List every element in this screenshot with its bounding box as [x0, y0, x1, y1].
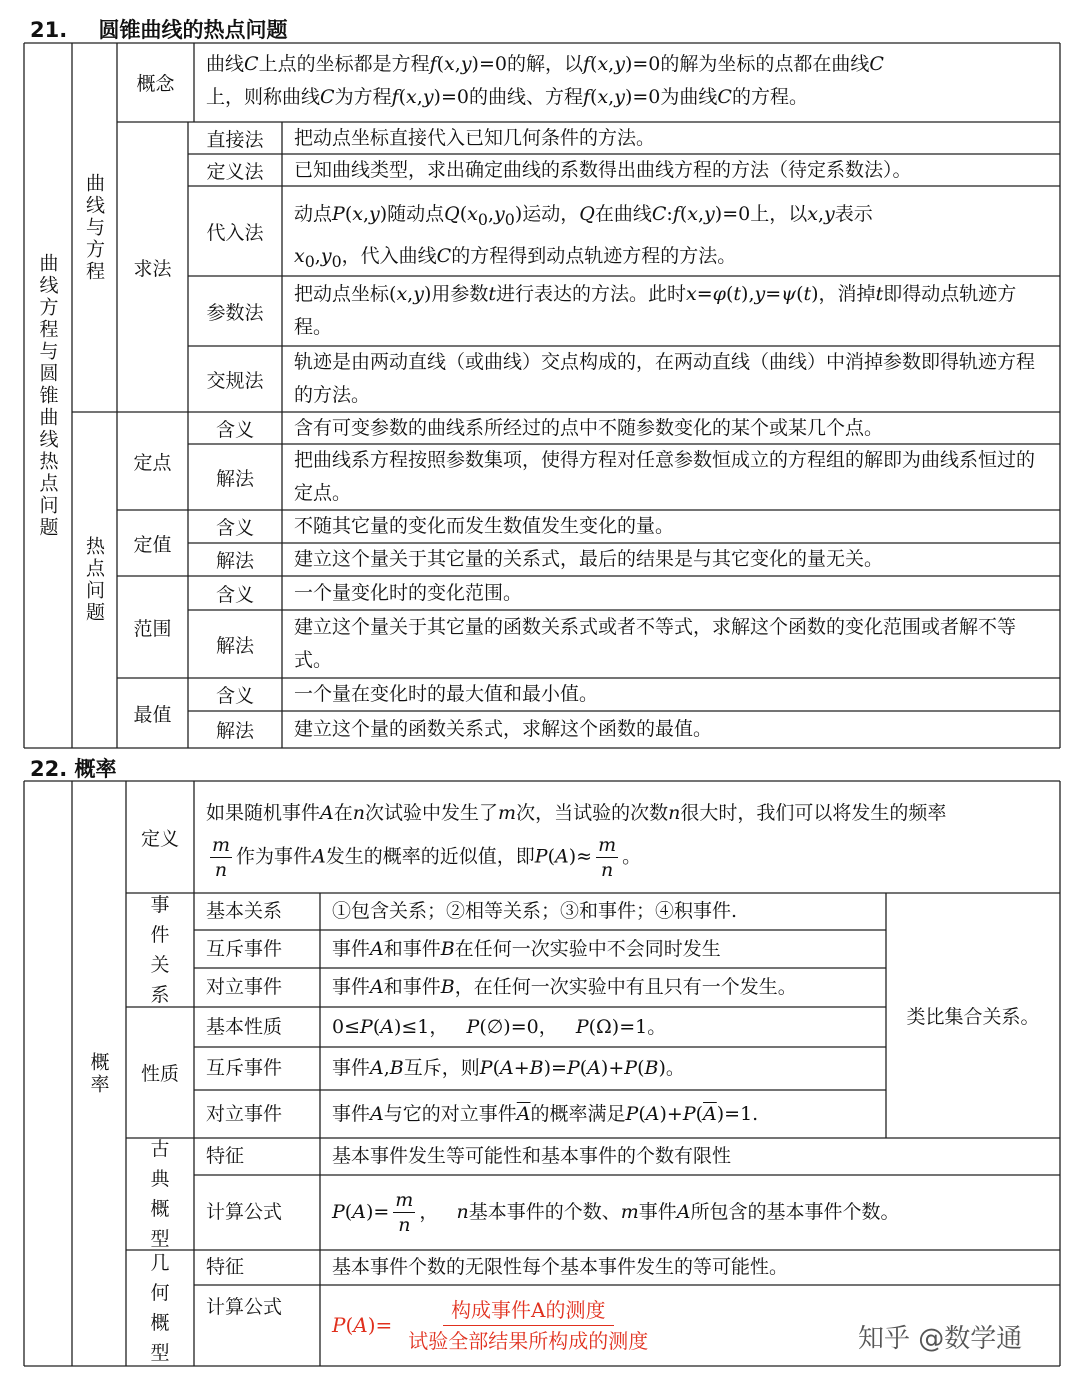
method-direct-label: 直接法: [206, 128, 264, 151]
probability-category-label: 概率: [87, 1051, 110, 1096]
geometric-feature-value: 基本事件个数的无限性每个基本事件发生的等可能性。: [332, 1256, 789, 1278]
watermark: 知乎 @数学通: [858, 1324, 1023, 1354]
concept-label: 概念: [136, 73, 175, 95]
section-21-title: 圆锥曲线的热点问题: [98, 18, 288, 42]
hotspot-extremum-label: 最值: [133, 703, 172, 726]
hotspot-extremum-meaning-key: 含义: [215, 685, 254, 707]
method-parameter-label: 参数法: [206, 301, 264, 324]
section-21-number: 21.: [30, 18, 68, 42]
property-complement-value: 事件 A 与它的对立事件 $\overline{A}$ 的概率满足 P ( A )+ P ( $\overline{A}$ )=1.: [332, 1102, 759, 1125]
section-22-heading: [30, 753, 117, 783]
set-analogy-note: 类比集合关系。: [906, 1006, 1040, 1028]
geometric-formula-numerator: 构成事件A的测度: [443, 1295, 613, 1326]
hotspot-fixed-point-meaning-key: 含义: [215, 418, 254, 441]
concept-text: 曲线C上点的坐标都是方程f(x,y)=0的解，以f(x,y)=0的解为坐标的点都在曲线C 上，则称曲线C为方程f(x,y)=0的曲线、方程f(x,y)=0为曲线C的方程。: [206, 53, 884, 108]
relation-basic-value: ①包含关系；②相等关系；③和事件；④积事件.: [332, 900, 738, 922]
hotspot-range-solution-key: 解法: [215, 634, 254, 657]
method-intersection-label: 交规法: [206, 369, 264, 392]
hotspot-fixed-point-label: 定点: [133, 451, 172, 474]
method-substitution-desc: 动点P(x,y)随动点$Q(x_0,y_0)$运动，Q在曲线C:f(x,y)=0上，以x,y表示 $x_0,y_0$，代入曲线C的方程得到动点轨迹方程的方法。: [294, 203, 873, 271]
classical-feature-value: 基本事件发生等可能性和基本事件的个数有限性: [332, 1145, 732, 1167]
relation-exclusive-value: 事件 A 和事件 B 在任何一次实验中不会同时发生: [332, 937, 721, 960]
classical-model-label: 古典概型: [150, 1138, 170, 1250]
hotspot-fixed-point-meaning: 含有可变参数的曲线系所经过的点中不随参数变化的某个或某几个点。: [294, 416, 884, 439]
hotspot-fixed-value-meaning: 不随其它量的变化而发生数值发生变化的量。: [294, 515, 675, 537]
hotspot-range-label: 范围: [133, 617, 172, 640]
hotspot-fixed-point-solution: 把曲线系方程按照参数集项，使得方程对任意参数恒成立的方程组的解即为曲线系恒过的定点。: [294, 449, 1036, 504]
section-22-number: 22.: [30, 757, 68, 781]
hotspot-extremum-meaning: 一个量在变化时的最大值和最小值。: [294, 683, 599, 705]
hotspot-fixed-point-solution-key: 解法: [215, 467, 254, 490]
method-direct-desc: 把动点坐标直接代入已知几何条件的方法。: [294, 126, 656, 149]
hotspot-fixed-value-solution-key: 解法: [215, 550, 254, 572]
method-definition-label: 定义法: [206, 160, 264, 183]
group-curve-equation: 曲线与方程: [83, 172, 105, 283]
method-parameter-desc: 把动点坐标(x,y)用参数t进行表达的方法。此时x=φ(t),y=ψ(t)，消掉t即得动点轨迹方程。: [294, 283, 1017, 338]
geometric-formula-denominator: 试验全部结果所构成的测度: [408, 1329, 649, 1353]
definition-label: 定义: [140, 827, 179, 850]
property-basic-value: 0≤ P ( A )≤1， P (∅)=0， P (Ω)=1。: [332, 1015, 667, 1038]
hotspot-range-meaning: 一个量变化时的变化范围。: [294, 581, 523, 604]
relation-complement-key: 对立事件: [206, 976, 283, 998]
property-complement-key: 对立事件: [206, 1102, 283, 1125]
properties-label: 性质: [140, 1063, 179, 1085]
geometric-feature-key: 特征: [206, 1256, 245, 1278]
method-substitution-label: 代入法: [206, 221, 264, 244]
geometric-formula-key: 计算公式: [206, 1296, 283, 1318]
classical-feature-key: 特征: [206, 1145, 245, 1167]
section-21-heading: [30, 14, 288, 44]
hotspot-fixed-value-solution: 建立这个量关于其它量的关系式，最后的结果是与其它变化的量无关。: [294, 548, 884, 570]
relations-label: 事件关系: [150, 894, 170, 1006]
group-hot-problems: 热点问题: [83, 536, 105, 624]
geometric-formula-value: P ( A )= $\frac{\text{构成事件A的测度}}{\text{试验全部结果所构成的测度}}$: [320, 1285, 850, 1366]
method-intersection-desc: 轨迹是由两动直线（或曲线）交点构成的，在两动直线（曲线）中消掉参数即得轨迹方程的方法。: [294, 351, 1036, 406]
category-label: 曲线方程与圆锥曲线热点问题: [36, 252, 59, 539]
classical-formula-key: 计算公式: [206, 1201, 283, 1223]
hotspot-range-meaning-key: 含义: [215, 583, 254, 606]
relation-exclusive-key: 互斥事件: [206, 937, 283, 960]
relation-complement-value: 事件 A 和事件 B ，在任何一次实验中有且只有一个发生。: [332, 976, 797, 998]
definition-text: 如果随机事件A在n次试验中发生了m次，当试验的次数n很大时，我们可以将发生的频率 $\frac{m}{n}$ 作为事件A发生的概率的近似值，即P(A)≈ $\frac{m}{n}$ 。: [206, 802, 947, 881]
hotspot-fixed-value-label: 定值: [133, 533, 172, 556]
hotspot-extremum-solution-key: 解法: [215, 720, 254, 742]
section-22-title: 概率: [74, 757, 117, 781]
relation-basic-key: 基本关系: [206, 900, 283, 922]
methods-label: 求法: [133, 257, 172, 280]
geometric-model-label: 几何概型: [150, 1252, 170, 1364]
hotspot-fixed-value-meaning-key: 含义: [215, 517, 254, 539]
hotspot-range-solution: 建立这个量关于其它量的函数关系式或者不等式，求解这个函数的变化范围或者解不等式。: [294, 616, 1017, 671]
classical-formula-value: P ( A )= $\frac{m}{n}$ ， n 基本事件的个数、 m 事件 A 所包含的基本事件个数。: [332, 1189, 900, 1236]
hotspot-extremum-solution: 建立这个量的函数关系式，求解这个函数的最值。: [294, 718, 713, 740]
property-exclusive-value: 事件 A , B 互斥，则 P ( A + B )= P ( A )+ P ( B ) 。: [332, 1057, 685, 1079]
method-definition-desc: 已知曲线类型，求出确定曲线的系数得出曲线方程的方法（待定系数法）。: [294, 158, 912, 181]
property-basic-key: 基本性质: [206, 1015, 283, 1038]
property-exclusive-key: 互斥事件: [206, 1057, 283, 1079]
